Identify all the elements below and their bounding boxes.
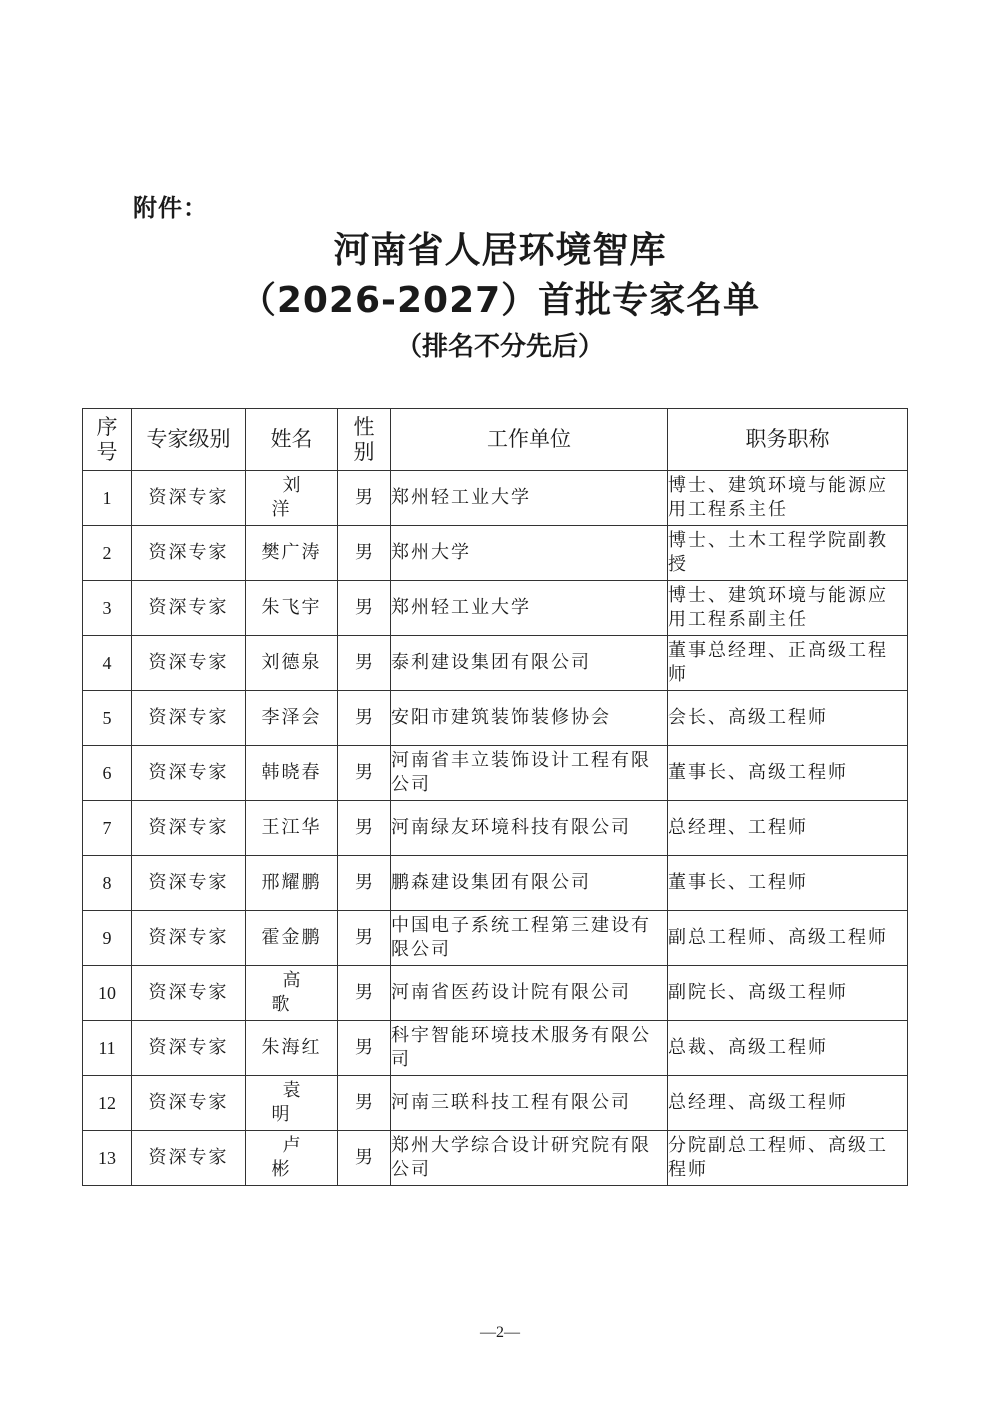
document-title-line2: （2026-2027）首批专家名单: [239, 280, 761, 321]
cell-expert-name: 霍金鹏: [246, 911, 338, 966]
cell-expert-name: 刘德泉: [246, 636, 338, 691]
expert-name-text: 袁明: [271, 1080, 323, 1125]
expert-name-text: 高歌: [271, 970, 323, 1015]
cell-expert-level: 资深专家: [132, 801, 246, 856]
cell-gender: 男: [338, 1076, 391, 1131]
cell-expert-name: 樊广涛: [246, 526, 338, 581]
table-row: [83, 1131, 908, 1186]
cell-expert-level: 资深专家: [132, 636, 246, 691]
cell-expert-name: 朱飞宇: [246, 581, 338, 636]
table-header-row: [83, 409, 908, 471]
table-row: [83, 471, 908, 526]
cell-position-title: 副院长、高级工程师: [668, 966, 908, 1021]
cell-serial-number: 5: [83, 691, 132, 746]
cell-expert-name: 邢耀鹏: [246, 856, 338, 911]
header-gender-line2: 别: [353, 439, 375, 464]
header-gender-line1: 性: [353, 414, 375, 439]
table-row: [83, 1021, 908, 1076]
cell-work-unit: 郑州轻工业大学: [391, 581, 668, 636]
cell-expert-name: 韩晓春: [246, 746, 338, 801]
header-serial-line1: 序: [96, 414, 118, 439]
header-position-title: 职务职称: [668, 409, 908, 471]
cell-position-title: 总经理、高级工程师: [668, 1076, 908, 1131]
table-row: [83, 1076, 908, 1131]
cell-serial-number: 10: [83, 966, 132, 1021]
cell-serial-number: 12: [83, 1076, 132, 1131]
cell-gender: 男: [338, 636, 391, 691]
cell-work-unit: 郑州大学: [391, 526, 668, 581]
cell-position-title: 董事长、工程师: [668, 856, 908, 911]
cell-expert-level: 资深专家: [132, 581, 246, 636]
cell-expert-name: 王江华: [246, 801, 338, 856]
cell-serial-number: 1: [83, 471, 132, 526]
expert-roster-table: [82, 408, 908, 1186]
table-row: [83, 636, 908, 691]
header-gender: [338, 409, 391, 471]
attachment-label: 附件：: [133, 194, 208, 222]
document-title-line1: 河南省人居环境智库: [333, 230, 667, 271]
cell-gender: 男: [338, 801, 391, 856]
cell-position-title: 博士、建筑环境与能源应用工程系副主任: [668, 581, 908, 636]
table-row: [83, 526, 908, 581]
cell-expert-level: 资深专家: [132, 1131, 246, 1186]
cell-expert-level: 资深专家: [132, 471, 246, 526]
cell-position-title: 总裁、高级工程师: [668, 1021, 908, 1076]
cell-gender: 男: [338, 911, 391, 966]
table-row: [83, 691, 908, 746]
table-row: [83, 911, 908, 966]
cell-gender: 男: [338, 1131, 391, 1186]
header-expert-level: 专家级别: [132, 409, 246, 471]
cell-serial-number: 6: [83, 746, 132, 801]
page-number: —2—: [480, 1324, 520, 1341]
cell-expert-level: 资深专家: [132, 1021, 246, 1076]
cell-gender: 男: [338, 1021, 391, 1076]
cell-gender: 男: [338, 691, 391, 746]
cell-expert-name: [246, 1076, 338, 1131]
cell-expert-name: 李泽会: [246, 691, 338, 746]
table-row: [83, 746, 908, 801]
cell-work-unit: 郑州大学综合设计研究院有限公司: [391, 1131, 668, 1186]
cell-expert-level: 资深专家: [132, 856, 246, 911]
cell-position-title: 董事长、高级工程师: [668, 746, 908, 801]
cell-position-title: 博士、土木工程学院副教授: [668, 526, 908, 581]
cell-work-unit: 泰利建设集团有限公司: [391, 636, 668, 691]
cell-position-title: 博士、建筑环境与能源应用工程系主任: [668, 471, 908, 526]
cell-serial-number: 11: [83, 1021, 132, 1076]
table-row: [83, 581, 908, 636]
cell-expert-level: 资深专家: [132, 691, 246, 746]
cell-expert-level: 资深专家: [132, 911, 246, 966]
cell-work-unit: 河南省医药设计院有限公司: [391, 966, 668, 1021]
cell-serial-number: 3: [83, 581, 132, 636]
cell-position-title: 董事总经理、正高级工程师: [668, 636, 908, 691]
header-work-unit: 工作单位: [391, 409, 668, 471]
cell-position-title: 会长、高级工程师: [668, 691, 908, 746]
cell-expert-name: [246, 471, 338, 526]
cell-expert-name: [246, 1131, 338, 1186]
cell-serial-number: 7: [83, 801, 132, 856]
cell-work-unit: 科宇智能环境技术服务有限公司: [391, 1021, 668, 1076]
cell-expert-level: 资深专家: [132, 746, 246, 801]
header-serial-number: [83, 409, 132, 471]
table-row: [83, 966, 908, 1021]
cell-gender: 男: [338, 581, 391, 636]
table-row: [83, 856, 908, 911]
cell-serial-number: 9: [83, 911, 132, 966]
expert-name-text: 刘洋: [271, 475, 323, 520]
cell-gender: 男: [338, 746, 391, 801]
cell-serial-number: 4: [83, 636, 132, 691]
cell-gender: 男: [338, 966, 391, 1021]
cell-serial-number: 8: [83, 856, 132, 911]
cell-position-title: 总经理、工程师: [668, 801, 908, 856]
cell-expert-level: 资深专家: [132, 1076, 246, 1131]
cell-work-unit: 河南绿友环境科技有限公司: [391, 801, 668, 856]
cell-work-unit: 鹏森建设集团有限公司: [391, 856, 668, 911]
header-name: 姓名: [246, 409, 338, 471]
cell-expert-level: 资深专家: [132, 526, 246, 581]
cell-gender: 男: [338, 856, 391, 911]
cell-work-unit: 安阳市建筑装饰装修协会: [391, 691, 668, 746]
cell-position-title: 分院副总工程师、高级工程师: [668, 1131, 908, 1186]
cell-expert-name: 朱海红: [246, 1021, 338, 1076]
cell-gender: 男: [338, 526, 391, 581]
cell-serial-number: 13: [83, 1131, 132, 1186]
cell-expert-name: [246, 966, 338, 1021]
table-row: [83, 801, 908, 856]
cell-serial-number: 2: [83, 526, 132, 581]
header-serial-line2: 号: [96, 439, 118, 464]
cell-work-unit: 中国电子系统工程第三建设有限公司: [391, 911, 668, 966]
cell-expert-level: 资深专家: [132, 966, 246, 1021]
cell-work-unit: 河南三联科技工程有限公司: [391, 1076, 668, 1131]
table-body: [83, 471, 908, 1186]
cell-work-unit: 河南省丰立装饰设计工程有限公司: [391, 746, 668, 801]
expert-name-text: 卢彬: [271, 1135, 323, 1180]
cell-position-title: 副总工程师、高级工程师: [668, 911, 908, 966]
cell-work-unit: 郑州轻工业大学: [391, 471, 668, 526]
cell-gender: 男: [338, 471, 391, 526]
document-subtitle: （排名不分先后）: [395, 332, 604, 362]
